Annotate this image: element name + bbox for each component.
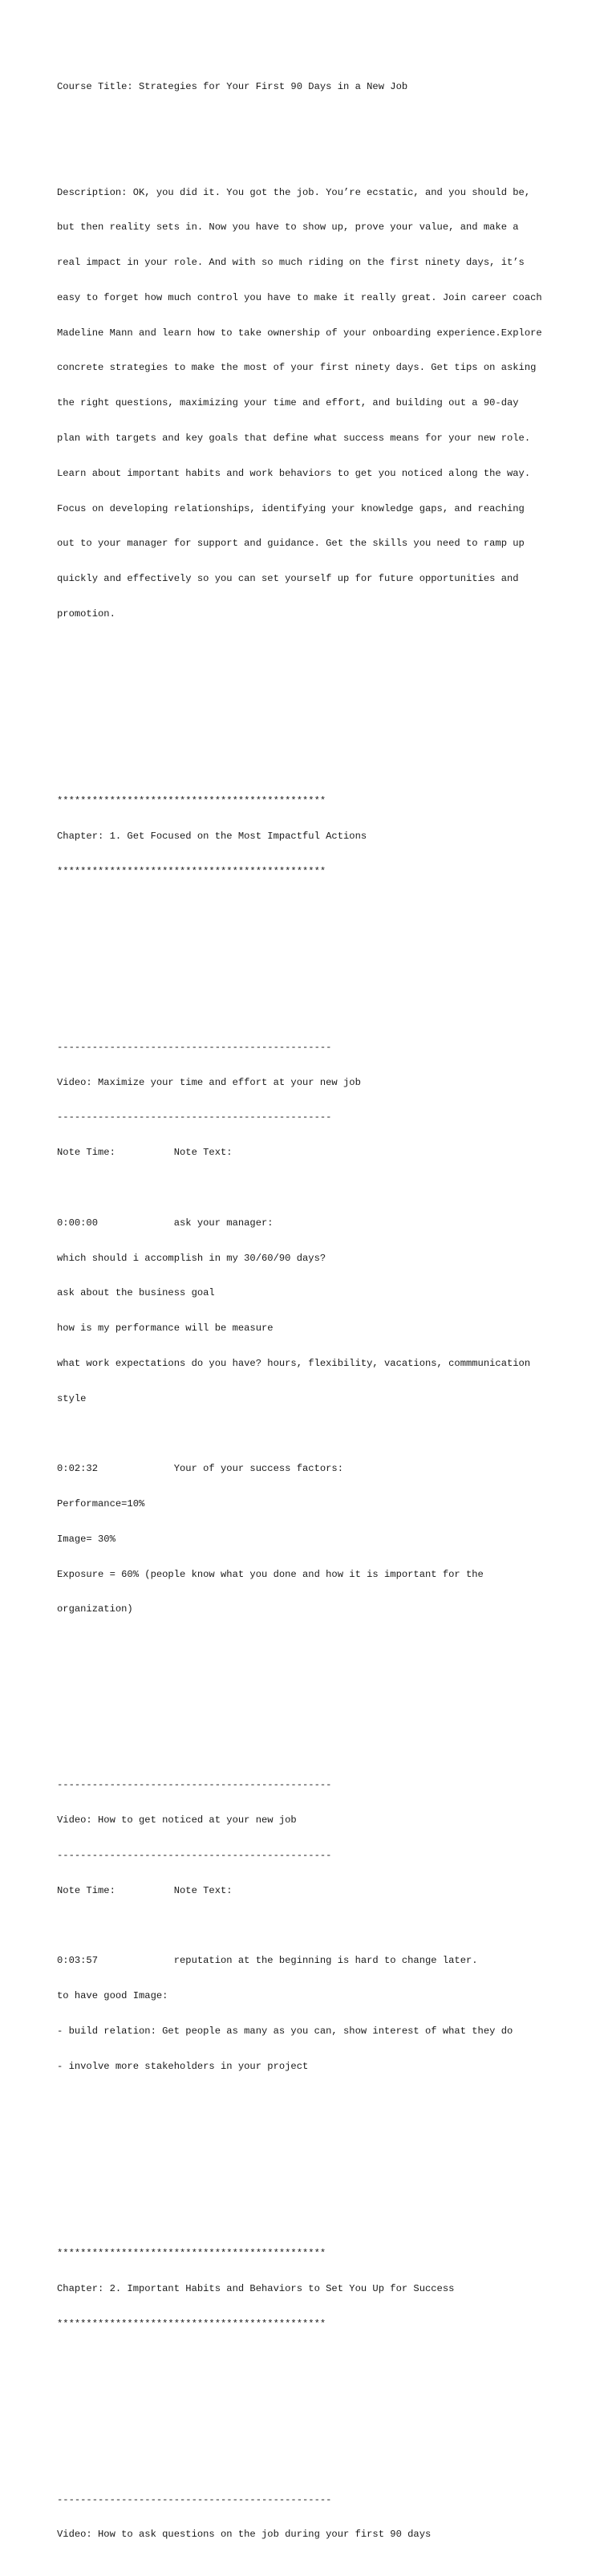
spacer	[57, 2166, 570, 2178]
note-line: which should i accomplish in my 30/60/90 days?	[57, 1252, 326, 1264]
spacer	[57, 1182, 570, 1194]
note-line: what work expectations do you have? hours, flexibility, vacations, commmunication	[57, 1357, 531, 1369]
description-line: plan with targets and key goals that define what success means for your new role.	[57, 433, 531, 444]
spacer	[57, 1709, 570, 1721]
spacer	[57, 678, 570, 690]
video-title: Video: How to ask questions on the job during your first 90 days	[57, 2529, 432, 2541]
document-page	[57, 58, 570, 2576]
video-section	[57, 1756, 570, 2095]
note-line: 0:02:32 Your of your success factors:	[57, 1463, 343, 1475]
chapter-2-header	[57, 2225, 570, 2354]
dash-rule: -----------------------------------------------	[57, 1041, 332, 1053]
note-line: to have good Image:	[57, 1989, 168, 2001]
note-line: Performance=10%	[57, 1498, 145, 1510]
star-rule: **********************************************	[57, 2318, 326, 2330]
spacer	[57, 1428, 570, 1440]
chapter-1-header	[57, 772, 570, 901]
description-line: Description: OK, you did it. You got the job. You’re ecstatic, and you should be,	[57, 186, 531, 198]
description-line: Focus on developing relationships, identifying your knowledge gaps, and reaching	[57, 502, 525, 514]
video-title: Video: How to get noticed at your new job	[57, 1814, 297, 1826]
description-line: Madeline Mann and learn how to take ownership of your onboarding experience.Explore	[57, 327, 542, 339]
description-line: easy to forget how much control you have to make it really great. Join career coach	[57, 291, 542, 303]
dash-rule: -----------------------------------------------	[57, 2493, 332, 2505]
description-line: concrete strategies to make the most of your first ninety days. Get tips on asking	[57, 362, 537, 374]
notes-header: Note Time: Note Text:	[57, 1147, 233, 1159]
spacer	[57, 2388, 570, 2400]
description-line: but then reality sets in. Now you have to show up, prove your value, and make a	[57, 221, 519, 234]
note-line: how is my performance will be measure	[57, 1323, 274, 1335]
course-description	[57, 163, 570, 643]
spacer	[57, 2131, 570, 2143]
note-line: style	[57, 1392, 87, 1404]
description-line: real impact in your role. And with so much riding on the first ninety days, it’s	[57, 257, 525, 269]
note-line: Exposure = 60% (people know what you done and how it is important for the	[57, 1568, 484, 1580]
spacer	[57, 937, 570, 949]
spacer	[57, 116, 570, 128]
spacer	[57, 971, 570, 983]
spacer	[57, 2424, 570, 2436]
spacer	[57, 1920, 570, 1932]
dash-rule: -----------------------------------------------	[57, 1111, 332, 1123]
chapter-title: Chapter: 1. Get Focused on the Most Impactful Actions	[57, 831, 367, 843]
description-line: out to your manager for support and guidance. Get the skills you need to ramp up	[57, 538, 525, 550]
note-line: - build relation: Get people as many as you can, show interest of what they do	[57, 2025, 513, 2037]
video-title: Video: Maximize your time and effort at your new job	[57, 1076, 361, 1088]
star-rule: **********************************************	[57, 865, 326, 877]
notes-header: Note Time: Note Text:	[57, 1884, 233, 1896]
star-rule: **********************************************	[57, 2248, 326, 2260]
video-section	[57, 2470, 570, 2564]
spacer	[57, 713, 570, 725]
spacer	[57, 1674, 570, 1686]
description-line: promotion.	[57, 607, 116, 620]
dash-rule: -----------------------------------------------	[57, 1779, 332, 1791]
note-line: 0:03:57 reputation at the beginning is hard to change later.	[57, 1955, 478, 1967]
note-line: ask about the business goal	[57, 1287, 215, 1299]
note-line: Image= 30%	[57, 1533, 116, 1545]
dash-rule: -----------------------------------------------	[57, 1849, 332, 1861]
chapter-title: Chapter: 2. Important Habits and Behaviors to Set You Up for Success	[57, 2282, 455, 2294]
note-line: organization)	[57, 1603, 133, 1615]
description-line: Learn about important habits and work behaviors to get you noticed along the way.	[57, 467, 531, 479]
course-title: Course Title: Strategies for Your First 90 Days in a New Job	[57, 81, 408, 93]
note-line: - involve more stakeholders in your project	[57, 2060, 309, 2072]
description-line: quickly and effectively so you can set yourself up for future opportunities and	[57, 573, 519, 585]
video-section	[57, 1018, 570, 1639]
description-line: the right questions, maximizing your time and effort, and building out a 90-day	[57, 397, 519, 409]
note-line: 0:00:00 ask your manager:	[57, 1217, 274, 1229]
star-rule: **********************************************	[57, 795, 326, 807]
